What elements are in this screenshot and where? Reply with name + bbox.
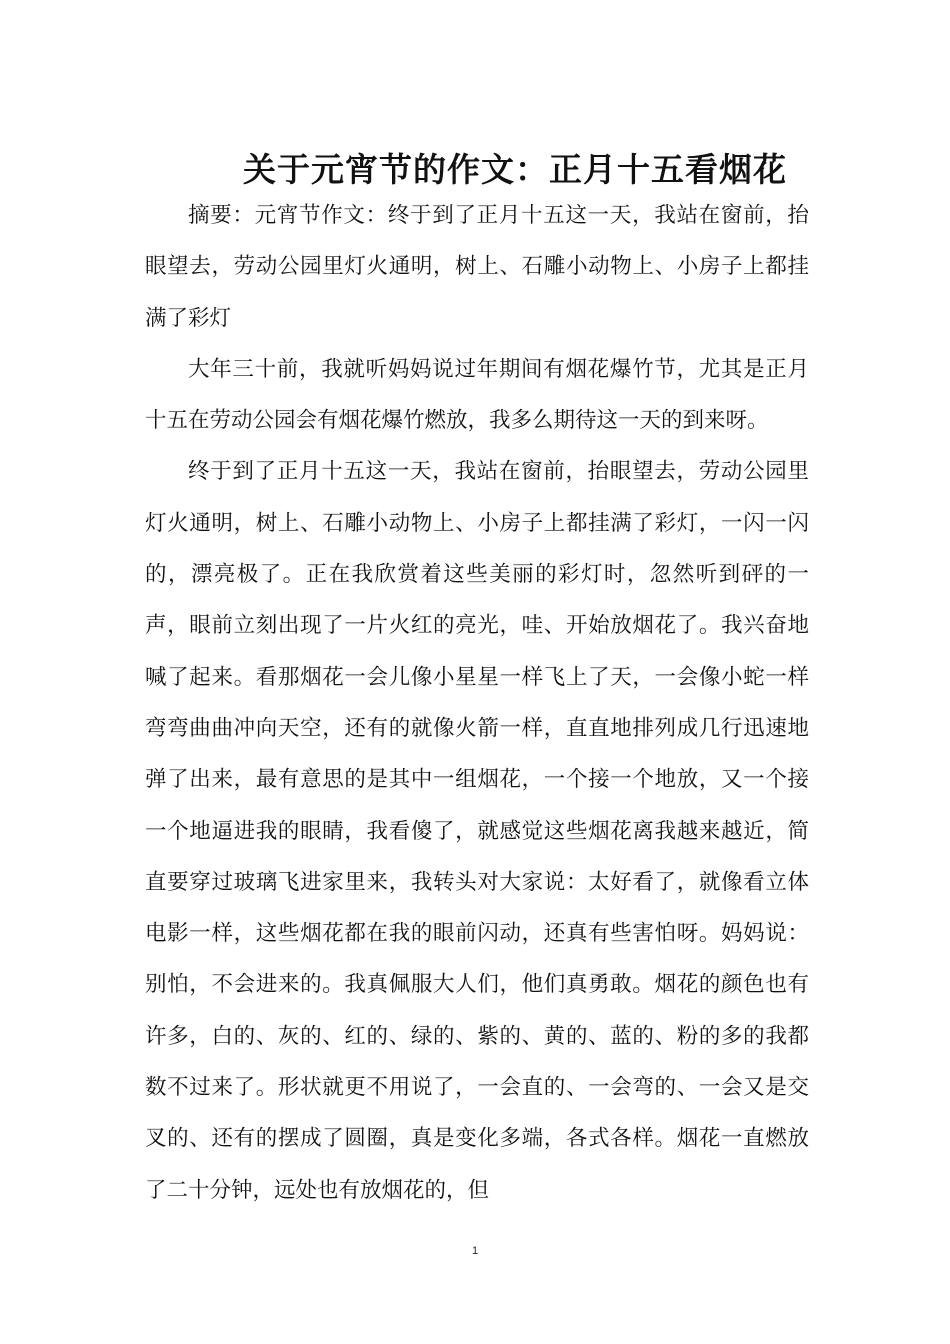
paragraph-intro: 大年三十前，我就听妈妈说过年期间有烟花爆竹节，尤其是正月十五在劳动公园会有烟花爆竹燃放，我多么期待这一天的到来呀。 <box>145 356 809 434</box>
paragraph-main: 终于到了正月十五这一天，我站在窗前，抬眼望去，劳动公园里灯火通明，树上、石雕小动物上、小房子上都挂满了彩灯，一闪一闪的，漂亮极了。正在我欣赏着这些美丽的彩灯时，忽然听到砰的一声，眼前立刻出现了一片火红的亮光，哇、开始放烟花了。我兴奋地喊了起来。看那烟花一会儿像小星星一样飞上了天，一会像小蛇一样弯弯曲曲冲向天空，还有的就像火箭一样，直直地排列成几行迅速地弹了出来，最有意思的是其中一组烟花，一个接一个地放，又一个接一个地逼进我的眼睛，我看傻了，就感觉这些烟花离我越来越近，简直要穿过玻璃飞进家里来，我转头对大家说：太好看了，就像看立体电影一样，这些烟花都在我的眼前闪动，还真有些害怕呀。妈妈说：别怕，不会进来的。我真佩服大人们，他们真勇敢。烟花的颜色也有许多，白的、灰的、红的、绿的、紫的、黄的、蓝的、粉的多的我都数不过来了。形状就更不用说了，一会直的、一会弯的、一会又是交叉的、还有的摆成了圆圈，真是变化多端，各式各样。烟花一直燃放了二十分钟，远处也有放烟花的，但 <box>145 459 809 1203</box>
document-title: 关于元宵节的作文：正月十五看烟花 <box>243 150 787 190</box>
paragraph-summary: 摘要：元宵节作文：终于到了正月十五这一天，我站在窗前，抬眼望去，劳动公园里灯火通明，树上、石雕小动物上、小房子上都挂满了彩灯 <box>145 203 809 331</box>
document-body <box>145 190 809 1216</box>
page-number: 1 <box>471 1245 479 1257</box>
